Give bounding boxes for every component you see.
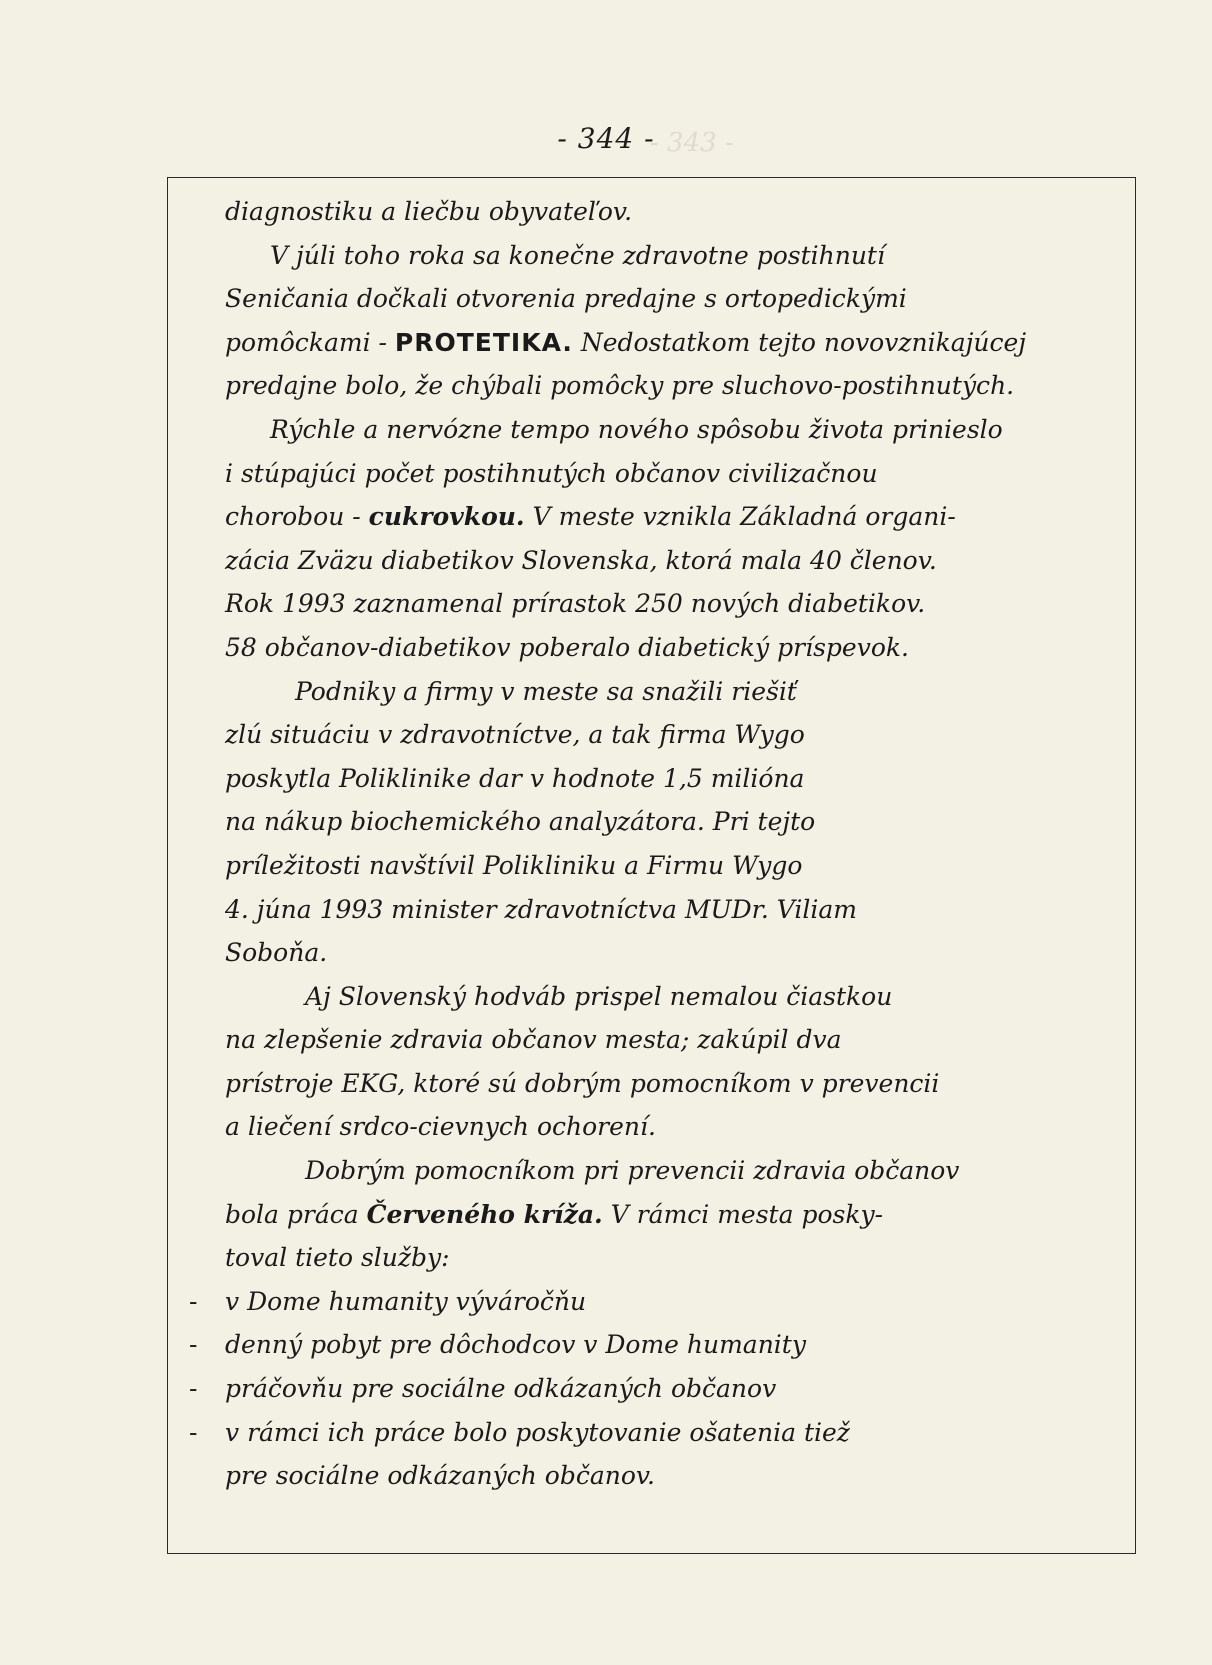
text-segment: Nedostatkom tejto novovznikajúcej [572, 327, 1027, 357]
list-item [189, 1280, 1125, 1324]
list-item [189, 1367, 1125, 1411]
text-line: toval tieto služby: [225, 1243, 450, 1273]
text-line: zácia Zväzu diabetikov Slovenska, ktorá mala 40 členov. [225, 545, 937, 575]
bleed-through-page-number: - 343 - [650, 128, 734, 158]
text-line: diagnostiku a liečbu obyvateľov. [225, 197, 633, 226]
service-list [189, 1280, 1125, 1498]
text-line: 58 občanov-diabetikov poberalo diabetický príspevok. [225, 632, 909, 662]
emphasized-word: cukrovkou. [368, 502, 525, 532]
list-dash: - [189, 1330, 198, 1360]
text-line [225, 495, 1125, 539]
list-item [189, 1323, 1125, 1367]
text-segment: chorobou - [225, 502, 369, 532]
text-line: poskytla Poliklinike dar v hodnote 1,5 milióna [225, 763, 805, 793]
text-line: a liečení srdco-cievnych ochorení. [225, 1112, 656, 1142]
list-item-continuation: pre sociálne odkázaných občanov. [225, 1461, 655, 1491]
text-line: Rok 1993 zaznamenal prírastok 250 nových diabetikov. [225, 589, 926, 619]
text-segment: V rámci mesta posky- [602, 1199, 884, 1229]
list-item-text: v rámci ich práce bolo poskytovanie ošatenia tiež [225, 1417, 850, 1447]
emphasized-word: Červeného kríža. [366, 1199, 603, 1229]
list-item-text: denný pobyt pre dôchodcov v Dome humanity [225, 1330, 806, 1360]
text-line [225, 321, 1125, 365]
text-line: i stúpajúci počet postihnutých občanov civilizačnou [225, 458, 878, 488]
text-segment: V meste vznikla Základná organi- [524, 502, 956, 532]
text-line: zlú situáciu v zdravotníctve, a tak firma Wygo [225, 720, 805, 750]
handwritten-text-block [189, 190, 1125, 1498]
text-segment: bola práca [225, 1199, 367, 1229]
list-dash: - [189, 1374, 198, 1404]
text-line: Seničania dočkali otvorenia predajne s ortopedickými [225, 284, 907, 314]
text-line: na nákup biochemického analyzátora. Pri tejto [225, 807, 816, 837]
text-line: V júli toho roka sa konečne zdravotne postihnutí [270, 240, 885, 270]
list-dash: - [189, 1286, 198, 1316]
list-item-text: v Dome humanity výváročňu [225, 1286, 587, 1316]
text-line: prístroje EKG, ktoré sú dobrým pomocníkom v prevencii [225, 1068, 940, 1098]
list-item [189, 1411, 1125, 1455]
emphasized-word: PROTETIKA. [394, 327, 573, 357]
text-line: Soboňa. [225, 938, 328, 968]
text-line: predajne bolo, že chýbali pomôcky pre sluchovo-postihnutých. [225, 371, 1015, 401]
text-line: Aj Slovenský hodváb prispel nemalou čiastkou [305, 981, 893, 1011]
text-line [225, 1193, 1125, 1237]
text-line: 4. júna 1993 minister zdravotníctva MUDr. Viliam [225, 894, 857, 924]
text-line: Rýchle a nervózne tempo nového spôsobu života prinieslo [270, 414, 1003, 444]
page-number: - 344 - [557, 122, 655, 155]
text-line: príležitosti navštívil Polikliniku a Firmu Wygo [225, 850, 803, 880]
list-item-text: práčovňu pre sociálne odkázaných občanov [225, 1374, 777, 1404]
text-line: na zlepšenie zdravia občanov mesta; zakúpil dva [225, 1025, 842, 1055]
text-segment: pomôckami - [225, 327, 395, 357]
text-line: Dobrým pomocníkom pri prevencii zdravia občanov [305, 1156, 960, 1186]
text-line: Podniky a firmy v meste sa snažili riešiť [295, 676, 797, 706]
list-dash: - [189, 1417, 198, 1447]
